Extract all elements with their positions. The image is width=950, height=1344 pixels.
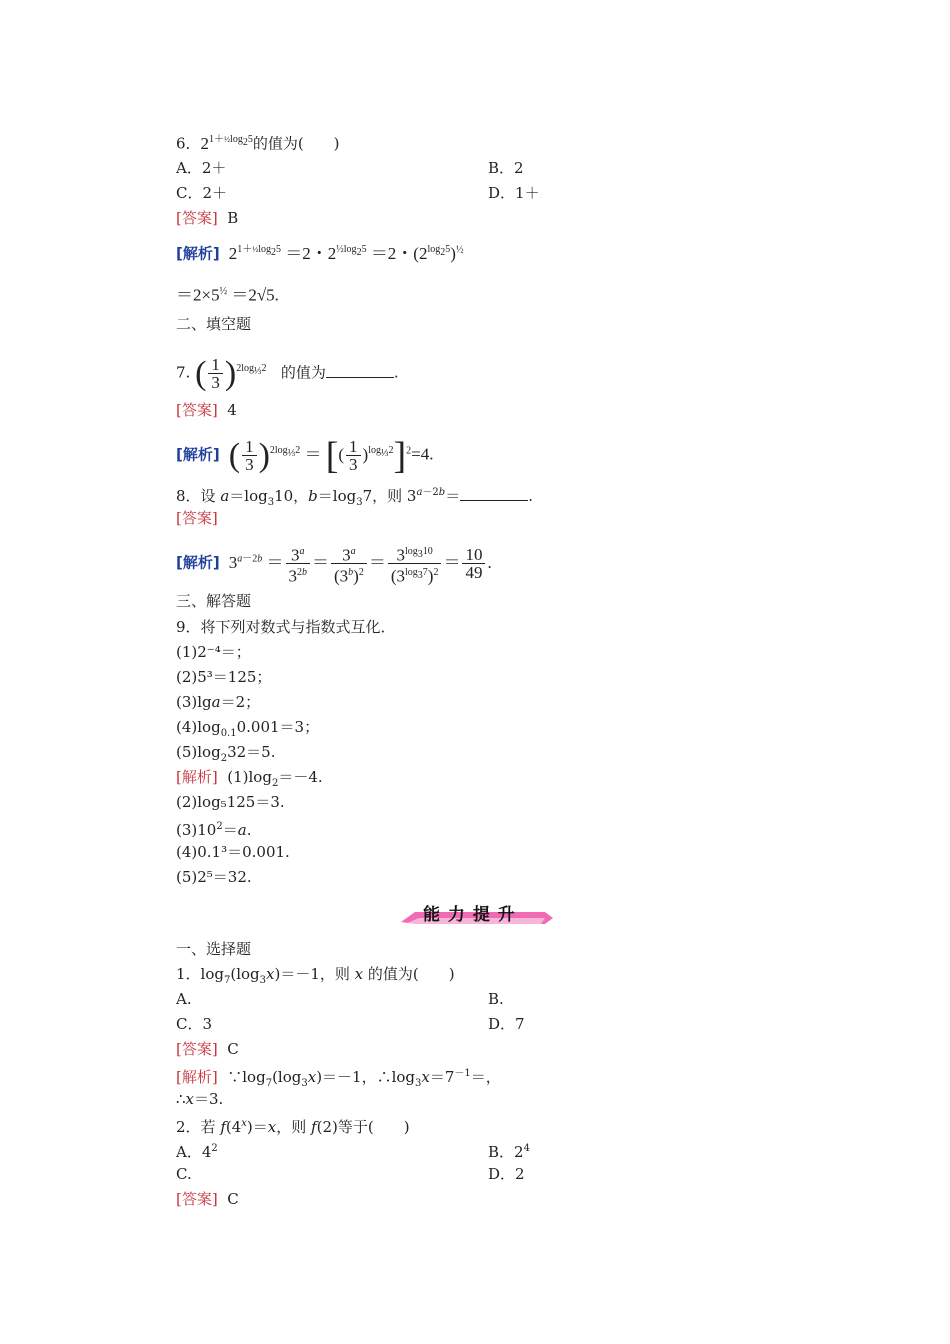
section-solve: 三、解答题: [176, 592, 252, 610]
ability-banner: [395, 900, 555, 928]
q6-option-d: D．1＋: [488, 184, 540, 202]
p2-answer: [答案] C: [176, 1190, 239, 1208]
p1-analysis: [解析] $\because\log_7(\log_3x)=-1$，$\therefore\log_3x=7^{-1}=$，: [176, 1068, 501, 1089]
q9-analysis-4: (4)0.1³＝0.001.: [176, 843, 290, 861]
q6-expression: $2^{1+\frac{1}{2}log_25}$: [200, 133, 253, 153]
q6-option-a: A．2＋: [176, 159, 227, 177]
q7-analysis: [解析] ( $\frac{1}{3}$ )$^{2log_{\frac{1}{3}}2}$ ＝ [( $\frac{1}{3}$ )$^{log_{\frac{1}{3}}2}$]$^2$=4.: [176, 434, 434, 477]
p2-option-b: B．$2^4$: [488, 1143, 530, 1161]
q9-item-4: $(4)\log_{0.1}0.001=3$；: [176, 718, 320, 739]
p1-option-d: D．7: [488, 1015, 525, 1033]
q8-analysis: [解析] $3^{a-2b}$ ＝ $\frac{3^a}{3^{2b}}$ ＝ $\frac{3^a}{(3^b)^2}$ ＝ $\frac{3^{log_310}}{(3^{log_37})^2}$ ＝ $\frac{10}{49}$ .: [176, 536, 492, 586]
p2-option-d: D．2: [488, 1165, 525, 1183]
q9-analysis-2: (2)log₅125＝3.: [176, 793, 285, 811]
banner-title: 能 力 提 升: [423, 905, 516, 925]
q9-item-3: (3)lga＝2；: [176, 693, 261, 711]
section-choice: 一、选择题: [176, 940, 252, 958]
q8-blank: [460, 486, 528, 501]
q7-blank: [326, 363, 394, 378]
q8-answer: [答案]: [176, 509, 218, 527]
q9-item-5: $(5)\log_232=5$.: [176, 743, 276, 764]
p2-option-a: A．$4^2$: [176, 1143, 218, 1161]
q9-analysis-1: [解析] $(1)\log_2=-4$.: [176, 768, 323, 789]
q6-answer: [答案] B: [176, 209, 239, 227]
p2-option-c: C.: [176, 1165, 192, 1183]
p1-analysis-line2: ∴x＝3.: [176, 1090, 224, 1108]
q9-analysis-5: (5)2⁵＝32.: [176, 868, 252, 886]
q7-stem: 7. ( $\frac{1}{3}$ )$^{2log_{\frac{1}{3}}2}$ 的值为 .: [176, 354, 399, 393]
q9-analysis-3: $(3)10^2=a$.: [176, 821, 252, 839]
section-fill-blank: 二、填空题: [176, 315, 252, 333]
q9-item-2: (2)5³＝125；: [176, 668, 272, 686]
p1-option-a: A.: [176, 990, 192, 1008]
q7-analysis-formula: ( $\frac{1}{3}$ )$^{2log_{\frac{1}{3}}2}$ ＝ [( $\frac{1}{3}$ )$^{log_{\frac{1}{3}}2}$]$^2$: [228, 434, 412, 477]
q8-analysis-formula: $3^{a-2b}$ ＝ $\frac{3^a}{3^{2b}}$ ＝ $\frac{3^a}{(3^b)^2}$ ＝ $\frac{3^{log_310}}{(3^{log_37})^2}$ ＝ $\frac{10}{49}$ .: [225, 553, 492, 572]
q6-option-c: C．2＋: [176, 184, 228, 202]
q7-answer: [答案] 4: [176, 401, 237, 419]
q6-analysis-formula: $2^{1+\frac{1}{2}log_25} =2$・$2^{\frac{1}{2}log_25} =2$・$(2^{log_25})^{\frac{1}{2}}$: [224, 243, 464, 263]
q8-stem: 8．设 $a=\log_310$，$b=\log_37$，则 $3^{a-2b}=$ .: [176, 487, 533, 508]
q9-item-1: (1)2⁻⁴＝；: [176, 643, 251, 661]
p1-answer: [答案] C: [176, 1040, 239, 1058]
p1-option-c: C．3: [176, 1015, 213, 1033]
p1-stem: 1．$\log_7(\log_3x)=-1$，则 x 的值为( ): [176, 965, 455, 986]
p1-option-b: B.: [488, 990, 504, 1008]
q6-stem: 6．$2^{1+\frac{1}{2}log_25}$的值为( ): [176, 133, 340, 153]
q6-analysis: [解析] $2^{1+\frac{1}{2}log_25} =2$・$2^{\frac{1}{2}log_25} =2$・$(2^{log_25})^{\frac{1}{2}}$: [176, 243, 464, 263]
p2-stem: 2．若 $f(4^x)=x$，则 f(2)等于( ): [176, 1118, 410, 1136]
q6-analysis-line2: $=2\times 5^{\frac{1}{2}} =2√5$.: [176, 285, 279, 305]
q6-option-b: B．2: [488, 159, 524, 177]
q7-expression: ( $\frac{1}{3}$ )$^{2log_{\frac{1}{3}}2}$: [195, 354, 267, 393]
q9-stem: 9．将下列对数式与指数式互化．: [176, 618, 396, 636]
